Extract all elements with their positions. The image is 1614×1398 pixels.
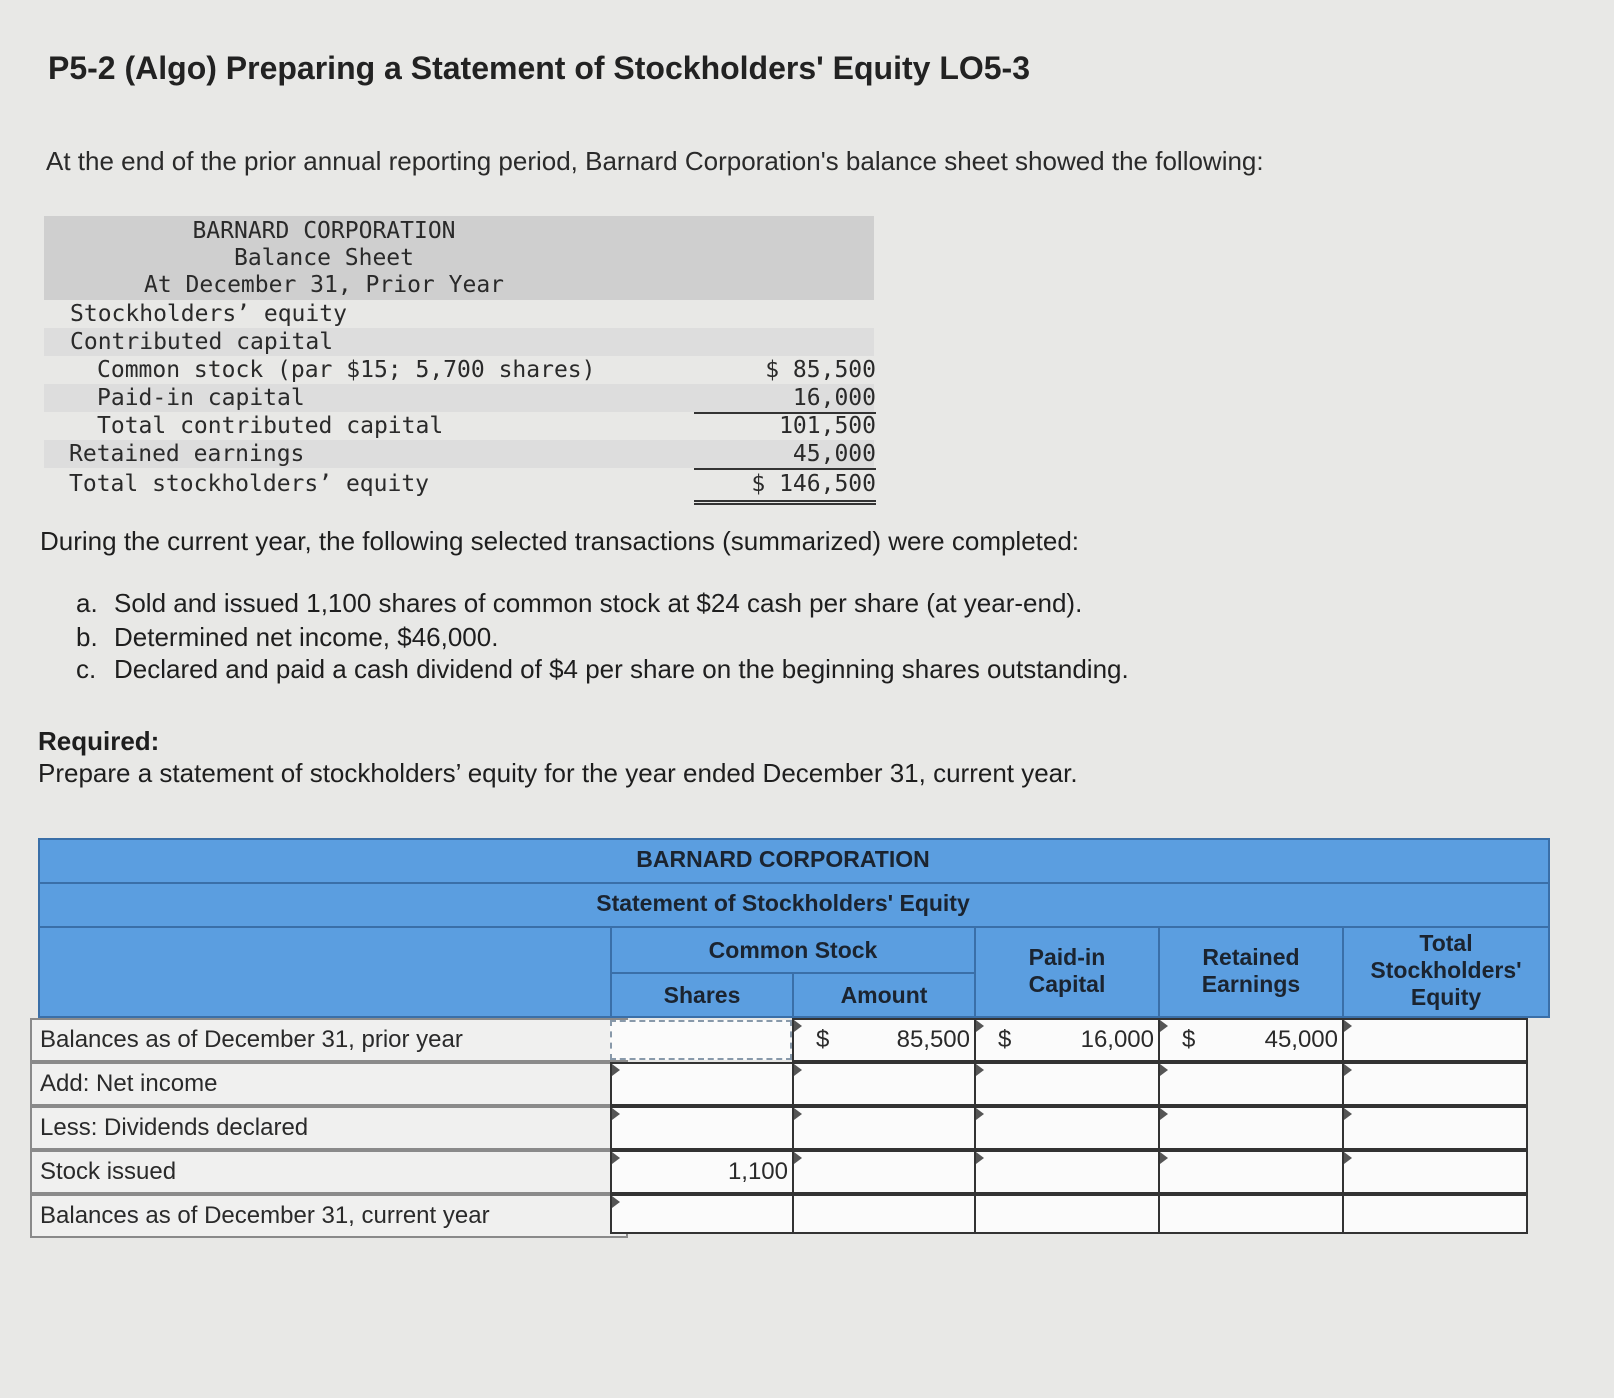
- cell-marker-icon: [612, 1152, 620, 1164]
- total-label: Total Stockholders' Equity: [1370, 930, 1522, 1010]
- row-amount: 101,500: [779, 413, 876, 439]
- balance-sheet-row: [44, 468, 874, 500]
- row-label: Contributed capital: [70, 329, 334, 355]
- cell-marker-icon: [976, 1152, 984, 1164]
- cell-marker-icon: [794, 1108, 802, 1120]
- row-label-current-year: Balances as of December 31, current year: [30, 1194, 628, 1238]
- retained-prior-value: 45,000: [1264, 1026, 1338, 1053]
- transaction-item: [76, 588, 1082, 619]
- required-title: Required:: [38, 726, 160, 756]
- amount-prior-cell: [792, 1018, 976, 1062]
- balance-sheet-row: [44, 412, 874, 440]
- cell-marker-icon: [976, 1064, 984, 1076]
- problem-intro: At the end of the prior annual reporting period, Barnard Corporation's balance sheet showed the following:: [46, 146, 1264, 176]
- paid-in-prior-cell: [974, 1018, 1160, 1062]
- input-shares-current[interactable]: [610, 1194, 794, 1234]
- row-label: Total contributed capital: [97, 413, 444, 439]
- input-amount-net-income[interactable]: [792, 1062, 976, 1106]
- header-label-column: [38, 926, 612, 1018]
- paid-in-prior-value: 16,000: [1080, 1026, 1154, 1053]
- transaction-text: Determined net income, $46,000.: [114, 622, 499, 652]
- cell-marker-icon: [794, 1020, 802, 1032]
- transaction-item: [76, 622, 498, 653]
- row-label-prior-year: Balances as of December 31, prior year: [30, 1018, 628, 1062]
- input-retained-net-income[interactable]: [1158, 1062, 1344, 1106]
- row-amount: 45,000: [694, 440, 876, 470]
- cell-marker-icon: [794, 1064, 802, 1076]
- transactions-intro: During the current year, the following selected transactions (summarized) were completed:: [40, 526, 1080, 556]
- input-shares-net-income[interactable]: [610, 1062, 794, 1106]
- amount-prior-value: 85,500: [896, 1026, 970, 1053]
- common-stock-label: Common Stock: [708, 937, 878, 963]
- input-paid-in-current[interactable]: [974, 1194, 1160, 1234]
- balance-sheet-title: Balance Sheet: [233, 245, 414, 271]
- row-amount: $ 146,500: [694, 468, 876, 505]
- cell-marker-icon: [1160, 1152, 1168, 1164]
- input-shares-stock-issued[interactable]: [610, 1150, 794, 1194]
- cell-marker-icon: [612, 1108, 620, 1120]
- input-retained-current[interactable]: [1158, 1194, 1344, 1234]
- balance-sheet-row: [44, 356, 874, 384]
- shares-label: Shares: [663, 982, 741, 1008]
- retained-prior-cell: [1158, 1018, 1344, 1062]
- statement-title: Statement of Stockholders' Equity: [596, 890, 970, 916]
- row-label: Paid-in capital: [97, 385, 305, 411]
- row-label: Total stockholders’ equity: [69, 471, 430, 497]
- input-paid-in-net-income[interactable]: [974, 1062, 1160, 1106]
- cell-marker-icon: [612, 1064, 620, 1076]
- input-paid-in-stock-issued[interactable]: [974, 1150, 1160, 1194]
- input-total-net-income[interactable]: [1342, 1062, 1528, 1106]
- balance-sheet-row: [44, 328, 874, 356]
- transaction-item: [76, 654, 1129, 685]
- row-amount: 16,000: [694, 384, 876, 414]
- input-retained-stock-issued[interactable]: [1158, 1150, 1344, 1194]
- balance-sheet-row: [44, 384, 874, 412]
- balance-sheet-company: BARNARD CORPORATION: [192, 218, 456, 244]
- row-label: Common stock (par $15; 5,700 shares): [97, 357, 596, 383]
- cell-marker-icon: [1344, 1020, 1352, 1032]
- transaction-letter: b.: [76, 622, 98, 652]
- input-shares-prior[interactable]: [610, 1020, 792, 1060]
- cell-marker-icon: [612, 1196, 620, 1208]
- cell-marker-icon: [1160, 1108, 1168, 1120]
- balance-sheet-header: [44, 216, 874, 300]
- input-amount-stock-issued[interactable]: [792, 1150, 976, 1194]
- cell-marker-icon: [1344, 1152, 1352, 1164]
- input-total-prior[interactable]: [1342, 1018, 1528, 1062]
- balance-sheet-row: [44, 440, 874, 468]
- row-label-net-income: Add: Net income: [30, 1062, 628, 1106]
- statement-company: BARNARD CORPORATION: [636, 846, 930, 872]
- currency-symbol: $: [816, 1026, 830, 1053]
- cell-marker-icon: [1160, 1020, 1168, 1032]
- input-amount-current[interactable]: [792, 1194, 976, 1234]
- row-amount: $ 85,500: [765, 357, 876, 383]
- cell-marker-icon: [1344, 1064, 1352, 1076]
- cell-marker-icon: [1160, 1064, 1168, 1076]
- input-total-stock-issued[interactable]: [1342, 1150, 1528, 1194]
- row-label: Stockholders’ equity: [70, 301, 347, 327]
- balance-sheet-row: [44, 300, 874, 328]
- input-retained-dividends[interactable]: [1158, 1106, 1344, 1150]
- balance-sheet: [44, 216, 874, 500]
- input-shares-dividends[interactable]: [610, 1106, 794, 1150]
- transaction-letter: a.: [76, 588, 98, 618]
- shares-stock-issued-value: 1,100: [727, 1158, 788, 1185]
- transaction-letter: c.: [76, 654, 97, 684]
- input-paid-in-dividends[interactable]: [974, 1106, 1160, 1150]
- transaction-text: Declared and paid a cash dividend of $4 per share on the beginning shares outstanding.: [114, 654, 1129, 684]
- currency-symbol: $: [1182, 1026, 1196, 1053]
- row-label: Retained earnings: [69, 441, 305, 467]
- cell-marker-icon: [1344, 1108, 1352, 1120]
- currency-symbol: $: [998, 1026, 1012, 1053]
- input-total-current[interactable]: [1342, 1194, 1528, 1234]
- balance-sheet-date: At December 31, Prior Year: [143, 272, 505, 298]
- input-amount-dividends[interactable]: [792, 1106, 976, 1150]
- cell-marker-icon: [976, 1108, 984, 1120]
- row-label-dividends: Less: Dividends declared: [30, 1106, 628, 1150]
- cell-marker-icon: [794, 1152, 802, 1164]
- paid-in-label: Paid-in Capital: [1028, 944, 1106, 997]
- cell-marker-icon: [976, 1020, 984, 1032]
- statement-table: [30, 838, 1580, 1258]
- problem-title: P5-2 (Algo) Preparing a Statement of Stockholders' Equity LO5-3: [48, 50, 1030, 86]
- retained-label: Retained Earnings: [1201, 944, 1301, 997]
- amount-label: Amount: [840, 982, 928, 1008]
- transaction-text: Sold and issued 1,100 shares of common stock at $24 cash per share (at year-end).: [114, 588, 1083, 618]
- required-text: Prepare a statement of stockholders’ equity for the year ended December 31, current year.: [38, 758, 1078, 788]
- row-label-stock-issued: Stock issued: [30, 1150, 628, 1194]
- input-total-dividends[interactable]: [1342, 1106, 1528, 1150]
